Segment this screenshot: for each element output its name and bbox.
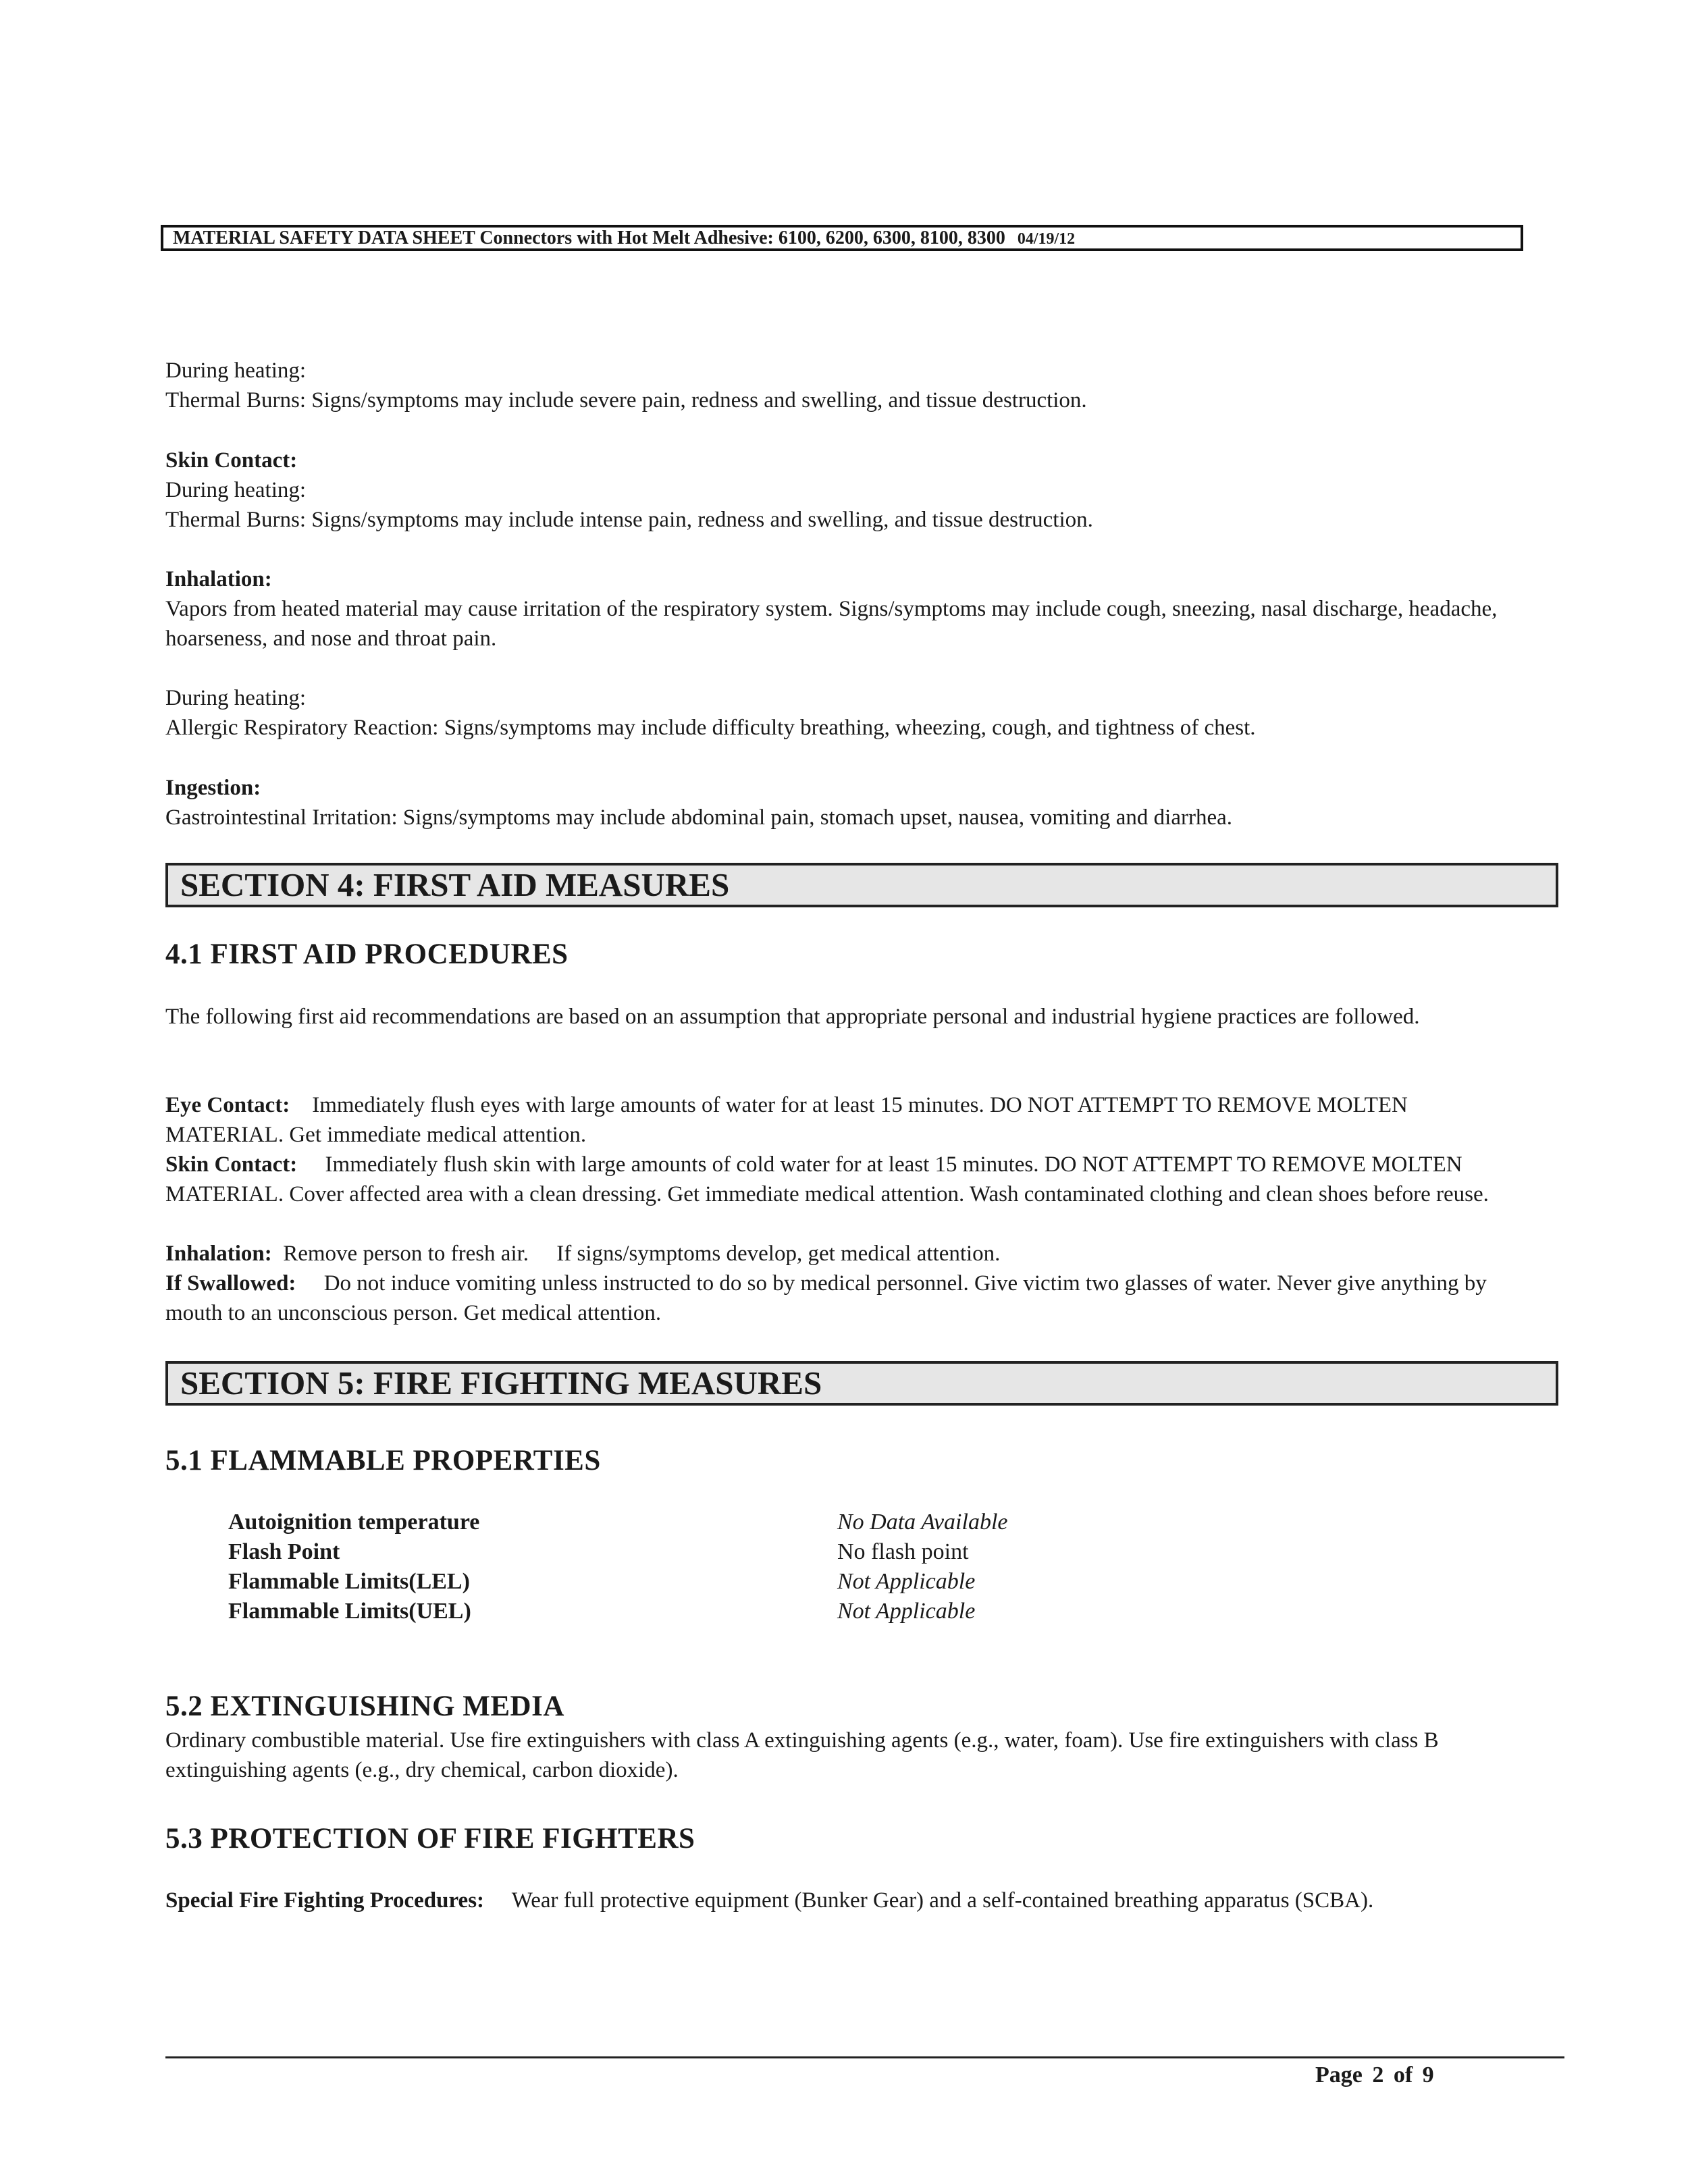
- special-procedures-label: Special Fire Fighting Procedures:: [165, 1888, 485, 1913]
- skin-contact-paragraph: [165, 1150, 1529, 1209]
- property-value: Not Applicable: [837, 1599, 976, 1624]
- first-aid-skin-label: Skin Contact:: [165, 1152, 298, 1177]
- extinguishing-media-text: Ordinary combustible material. Use fire extinguishers with class A extinguishing agents (e.g., water, foam). Use fire extinguishers with class B extinguishing agents (e.g., dry chemical, carbon dioxide).: [165, 1728, 1439, 1782]
- first-aid-intro: The following first aid recommendations are based on an assumption that appropriate personal and industrial hygiene practices are followed.: [165, 1005, 1420, 1029]
- special-procedures-paragraph: [165, 1886, 1529, 1915]
- property-value: Not Applicable: [837, 1569, 976, 1594]
- property-label: Flash Point: [228, 1539, 340, 1564]
- page-number: Page 2 of 9: [1315, 2062, 1434, 2087]
- ingestion-heading: Ingestion:: [165, 776, 261, 800]
- eye-contact-text: Immediately flush eyes with large amounts of water for at least 15 minutes. DO NOT ATTEMPT TO REMOVE MOLTEN MATERIAL. Get immediate medical attention.: [165, 1093, 1408, 1147]
- inhalation-heading: Inhalation:: [165, 567, 272, 591]
- first-aid-skin-text: Immediately flush skin with large amounts of cold water for at least 15 minutes. DO NOT ATTEMPT TO REMOVE MOLTEN MATERIAL. Cover affected area with a clean dressing. Get immediate medical attention. Wash contaminated clothing and clean shoes before reuse.: [165, 1152, 1489, 1206]
- during-heating-label: During heating:: [165, 358, 307, 383]
- skin-thermal-burns-text: Thermal Burns: Signs/symptoms may include intense pain, redness and swelling, and tissue destruction.: [165, 508, 1093, 532]
- header-date: 04/19/12: [1017, 230, 1076, 248]
- property-label: Flammable Limits(UEL): [228, 1599, 471, 1624]
- section-5-title: SECTION 5: FIRE FIGHTING MEASURES: [180, 1364, 822, 1402]
- allergic-reaction-text: Allergic Respiratory Reaction: Signs/symptoms may include difficulty breathing, wheezing, cough, and tightness of chest.: [165, 716, 1256, 740]
- eye-contact-label: Eye Contact:: [165, 1093, 290, 1117]
- property-label: Autoignition temperature: [228, 1510, 480, 1535]
- eye-contact-paragraph: [165, 1090, 1529, 1150]
- inhalation-paragraph: [165, 1239, 1529, 1269]
- extinguishing-media-heading: 5.2 EXTINGUISHING MEDIA: [165, 1690, 564, 1722]
- special-procedures-text: Wear full protective equipment (Bunker Gear) and a self-contained breathing apparatus (SCBA).: [511, 1888, 1374, 1913]
- first-aid-inhalation-text: Remove person to fresh air. If signs/symptoms develop, get medical attention.: [283, 1242, 1001, 1266]
- skin-heating-label: During heating:: [165, 478, 307, 502]
- footer-divider: [165, 2056, 1564, 2058]
- property-label: Flammable Limits(LEL): [228, 1569, 470, 1594]
- ingestion-text: Gastrointestinal Irritation: Signs/symptoms may include abdominal pain, stomach upset, nausea, vomiting and diarrhea.: [165, 805, 1233, 830]
- property-value: No flash point: [837, 1539, 969, 1564]
- header-title: MATERIAL SAFETY DATA SHEET Connectors with Hot Melt Adhesive: 6100, 6200, 6300, 8100, 8300: [173, 228, 1005, 248]
- skin-contact-heading: Skin Contact:: [165, 448, 298, 473]
- section-4-title: SECTION 4: FIRST AID MEASURES: [180, 866, 730, 903]
- section-5-banner: [165, 1361, 1558, 1406]
- flammable-properties-heading: 5.1 FLAMMABLE PROPERTIES: [165, 1445, 601, 1476]
- property-value: No Data Available: [837, 1510, 1008, 1535]
- if-swallowed-label: If Swallowed:: [165, 1271, 296, 1296]
- inhalation-heating-label: During heating:: [165, 686, 307, 710]
- section-4-banner: [165, 863, 1558, 907]
- thermal-burns-text: Thermal Burns: Signs/symptoms may include severe pain, redness and swelling, and tissue destruction.: [165, 388, 1087, 412]
- protection-fire-fighters-heading: 5.3 PROTECTION OF FIRE FIGHTERS: [165, 1823, 695, 1855]
- inhalation-text: Vapors from heated material may cause irritation of the respiratory system. Signs/symptoms may include cough, sneezing, nasal discharge, headache, hoarseness, and nose and throat pain.: [165, 597, 1498, 651]
- first-aid-inhalation-label: Inhalation:: [165, 1242, 272, 1266]
- if-swallowed-text: Do not induce vomiting unless instructed to do so by medical personnel. Give victim two glasses of water. Never give anything by mouth to an unconscious person. Get medical attention.: [165, 1271, 1487, 1325]
- swallowed-paragraph: [165, 1269, 1529, 1328]
- first-aid-procedures-heading: 4.1 FIRST AID PROCEDURES: [165, 938, 569, 970]
- msds-header: [161, 225, 1523, 251]
